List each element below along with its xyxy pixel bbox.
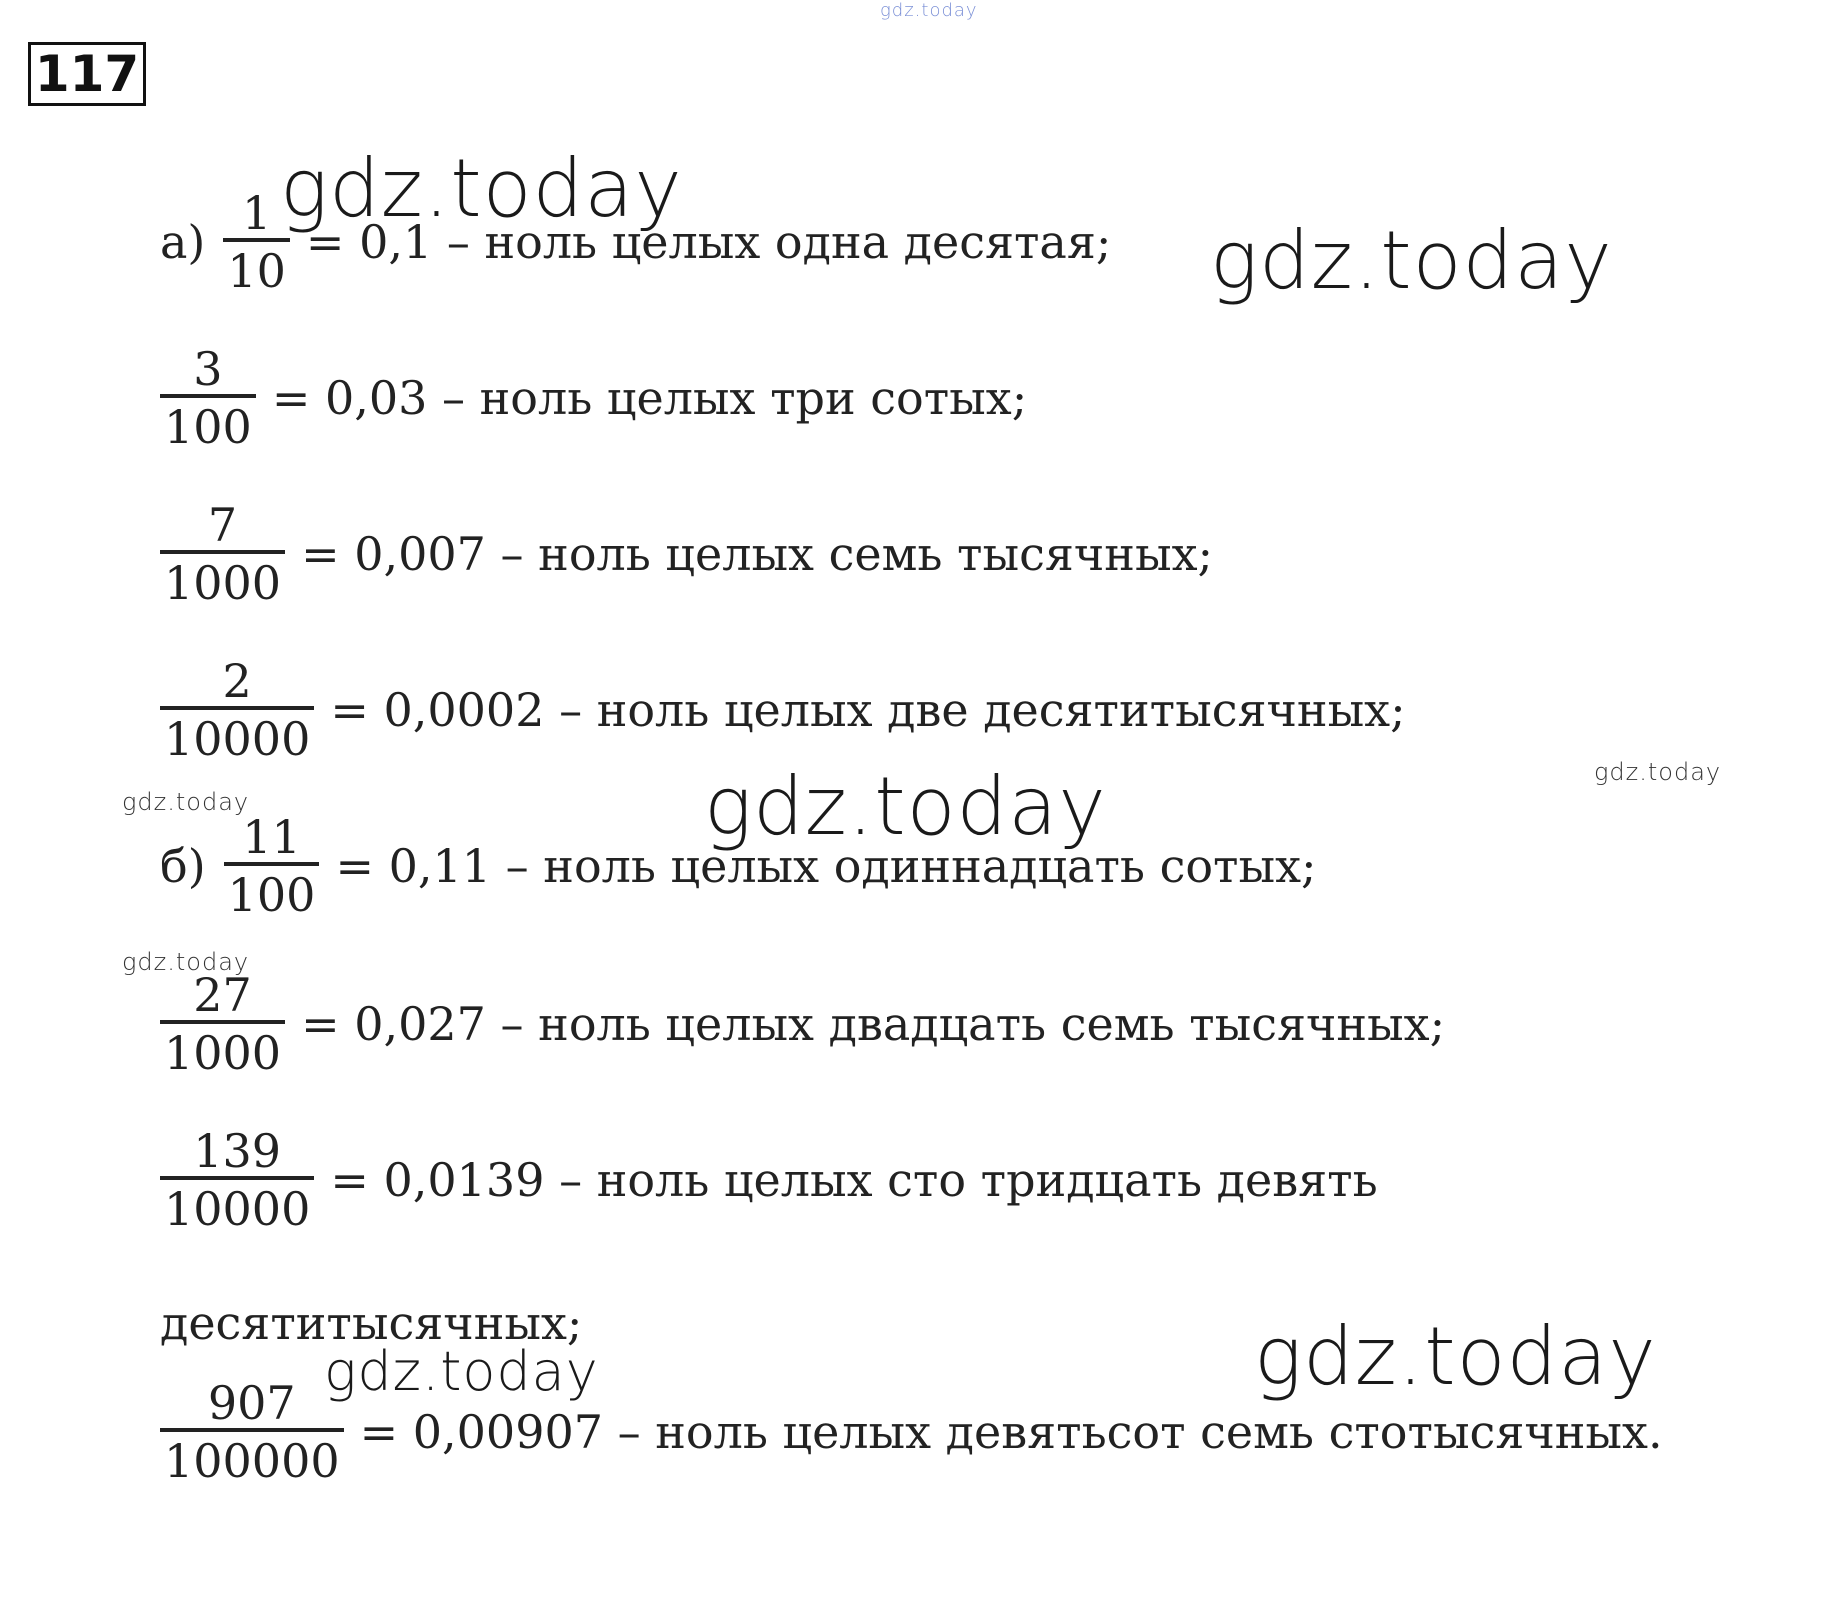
fraction: [160, 1126, 314, 1234]
fraction: [224, 812, 320, 920]
watermark: gdz.today: [280, 142, 683, 235]
watermark: gdz.today: [704, 760, 1107, 853]
denominator: 10000: [160, 1176, 314, 1234]
equation-text: = 0,0002 – ноль целых две десятитысячных;: [330, 683, 1406, 737]
equation-text: = 0,1 – ноль целых одна десятая;: [305, 215, 1112, 269]
watermark: gdz.today: [122, 948, 250, 976]
fraction: [160, 500, 285, 608]
denominator: 1000: [160, 550, 285, 608]
equation-a2: [160, 344, 1027, 452]
watermark: gdz.today: [1594, 758, 1722, 786]
equation-a3: [160, 500, 1213, 608]
equation-text: = 0,0139 – ноль целых сто тридцать девять: [330, 1153, 1378, 1207]
numerator: 139: [193, 1124, 282, 1178]
equation-text: = 0,03 – ноль целых три сотых;: [271, 371, 1028, 425]
fraction: [160, 970, 285, 1078]
equation-text: = 0,11 – ноль целых одиннадцать сотых;: [335, 839, 1317, 893]
equation-b2: [160, 970, 1445, 1078]
equation-text: = 0,00907 – ноль целых девятьсот семь стотысячных.: [359, 1405, 1663, 1459]
fraction: [160, 344, 256, 452]
denominator: 1000: [160, 1020, 285, 1078]
watermark: gdz.today: [324, 1340, 599, 1403]
watermark: gdz.today: [122, 788, 250, 816]
numerator: 3: [193, 342, 223, 396]
denominator: 100: [224, 862, 320, 920]
numerator: 27: [193, 968, 252, 1022]
watermark-top: gdz.today: [880, 0, 978, 21]
part-b-label: б): [160, 839, 206, 893]
equation-b3: [160, 1126, 1378, 1234]
numerator: 7: [207, 498, 238, 552]
numerator: 1: [242, 186, 272, 240]
part-a-label: а): [160, 215, 206, 269]
denominator: 10000: [160, 706, 314, 764]
numerator: 907: [207, 1376, 296, 1430]
equation-text: = 0,027 – ноль целых двадцать семь тысячных;: [301, 997, 1446, 1051]
numerator: 2: [222, 654, 252, 708]
watermark: gdz.today: [1254, 1310, 1657, 1403]
numerator: 11: [242, 810, 301, 864]
problem-number: 117: [28, 42, 146, 106]
continuation-text: десятитысячных;: [160, 1296, 583, 1350]
equation-a4: [160, 656, 1406, 764]
equation-text: = 0,007 – ноль целых семь тысячных;: [301, 527, 1214, 581]
watermark: gdz.today: [1210, 214, 1613, 307]
denominator: 10: [223, 238, 290, 296]
fraction: [160, 656, 314, 764]
denominator: 100000: [160, 1428, 344, 1486]
denominator: 100: [160, 394, 256, 452]
fraction: [160, 1378, 344, 1486]
